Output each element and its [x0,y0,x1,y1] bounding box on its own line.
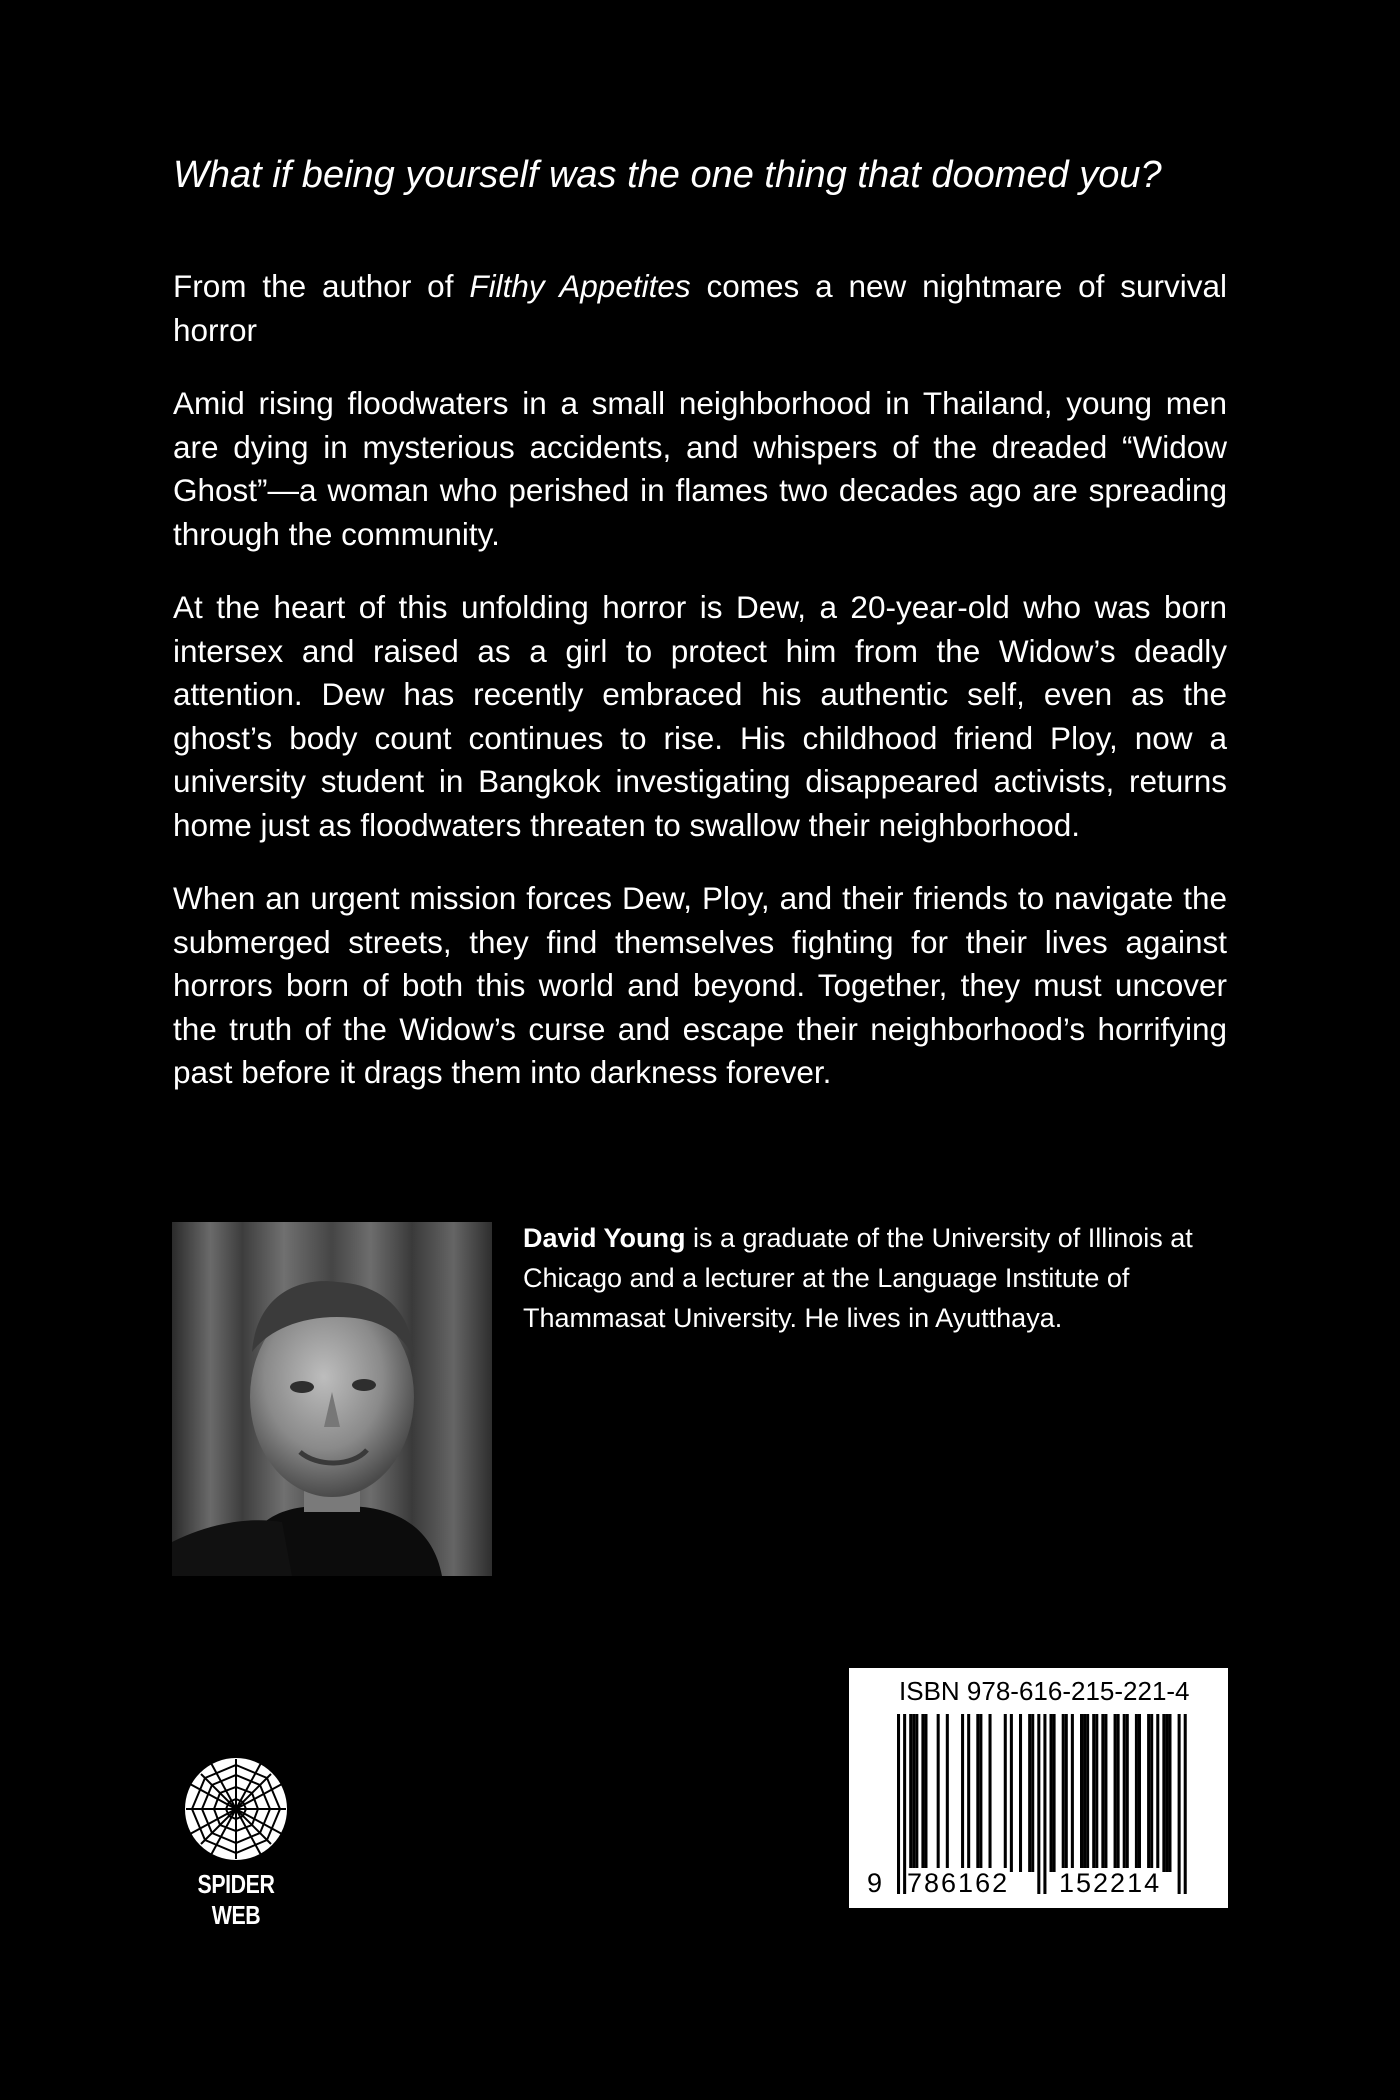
barcode-bar [1037,1714,1040,1894]
barcode-bar [915,1714,918,1872]
barcode-bar [924,1714,927,1872]
barcode-bar [1104,1714,1107,1872]
barcode-bar [979,1714,982,1872]
barcode-bar [1010,1714,1013,1872]
barcode-bar [1050,1714,1053,1872]
barcode-bar [989,1714,992,1872]
barcode-bar [1147,1714,1150,1872]
barcode-bar [1092,1714,1095,1872]
barcode-bar [1043,1714,1046,1894]
author-bio-text: is a graduate of the University of Illinois at Chicago and a lecturer at the Language Institute of Thammasat University. He lives in Ayutthaya. [523,1223,1193,1333]
barcode-bar [1168,1714,1171,1872]
barcode-digit-first: 9 [867,1868,885,1898]
barcode-bar [897,1714,900,1894]
barcode-bar [967,1714,970,1872]
spider-web-icon [182,1755,290,1863]
isbn-label: ISBN 978-616-215-221-4 [899,1676,1190,1706]
barcode-bar [1019,1714,1022,1872]
barcode-bar [1114,1714,1117,1872]
barcode-bar [1178,1714,1181,1894]
blurb [173,265,1227,1125]
previous-book-title: Filthy Appetites [469,268,691,304]
barcode-bar [1053,1714,1056,1872]
barcode-bar [903,1714,906,1894]
barcode-bar [1156,1714,1159,1872]
barcode-bar [1162,1714,1165,1872]
barcode-bar [1028,1714,1031,1872]
barcode-bar [1117,1714,1120,1872]
barcode-bar [1165,1714,1168,1872]
blurb-paragraph-setting: Amid rising floodwaters in a small neighborhood in Thailand, young men are dying in mysterious accidents, and whispers of the dreaded “Widow Ghost”—a woman who perished in flames two decades ago are spreading through the community. [173,385,1227,552]
barcode-digits-left: 786162 [907,1868,1010,1898]
author-name: David Young [523,1223,686,1253]
barcode-bar [1138,1714,1141,1872]
barcode-bar [1150,1714,1153,1872]
barcode-bar [1086,1714,1089,1872]
barcode-digits-right: 152214 [1059,1868,1162,1898]
barcode-bar [1083,1714,1086,1872]
blurb-paragraph-mission: When an urgent mission forces Dew, Ploy, and their friends to navigate the submerged streets, they find themselves fighting for their lives against horrors born of both this world and beyond. Together, they must uncover the truth of the Widow’s curse and escape their neighborhood’s horrifying past before it drags them into darkness forever. [173,880,1227,1090]
barcode-bar [909,1714,912,1872]
barcode-bar [937,1714,940,1872]
publisher-logo [166,1755,306,1931]
barcode-bar [1095,1714,1098,1872]
author-portrait-image [172,1222,492,1576]
barcode-bar [1031,1714,1034,1872]
barcode-bar [1126,1714,1129,1872]
isbn-barcode [849,1668,1228,1908]
barcode-bar [1065,1714,1068,1872]
barcode-bar [961,1714,964,1872]
publisher-name: SPIDER WEB [197,1869,275,1930]
barcode-bar [1101,1714,1104,1872]
barcode-bar [1123,1714,1126,1872]
barcode-bar [1080,1714,1083,1872]
barcode-bar [946,1714,949,1872]
barcode-bar [976,1714,979,1872]
blurb-paragraph-protagonist: At the heart of this unfolding horror is Dew, a 20-year-old who was born intersex and raised as a girl to protect him from the Widow’s deadly attention. Dew has recently embraced his authentic self, even as the ghost’s body count continues to rise. His childhood friend Ploy, now a university student in Bangkok investigating disappeared activists, returns home just as floodwaters threaten to swallow their neighborhood. [173,589,1227,843]
tagline: What if being yourself was the one thing that doomed you? [173,154,1162,196]
barcode-bar [1004,1714,1007,1872]
barcode-bar [1135,1714,1138,1872]
barcode-bar [1062,1714,1065,1872]
barcode-bar [1071,1714,1074,1872]
author-bio [523,1218,1233,1338]
barcode-bar [912,1714,915,1872]
intro-suffix: comes a new nightmare of survival horror [173,268,1227,348]
author-photo [172,1222,492,1576]
barcode-bar [1184,1714,1187,1894]
barcode-bar [921,1714,924,1872]
blurb-paragraph-intro [173,265,1227,352]
intro-prefix: From the author of [173,268,470,304]
